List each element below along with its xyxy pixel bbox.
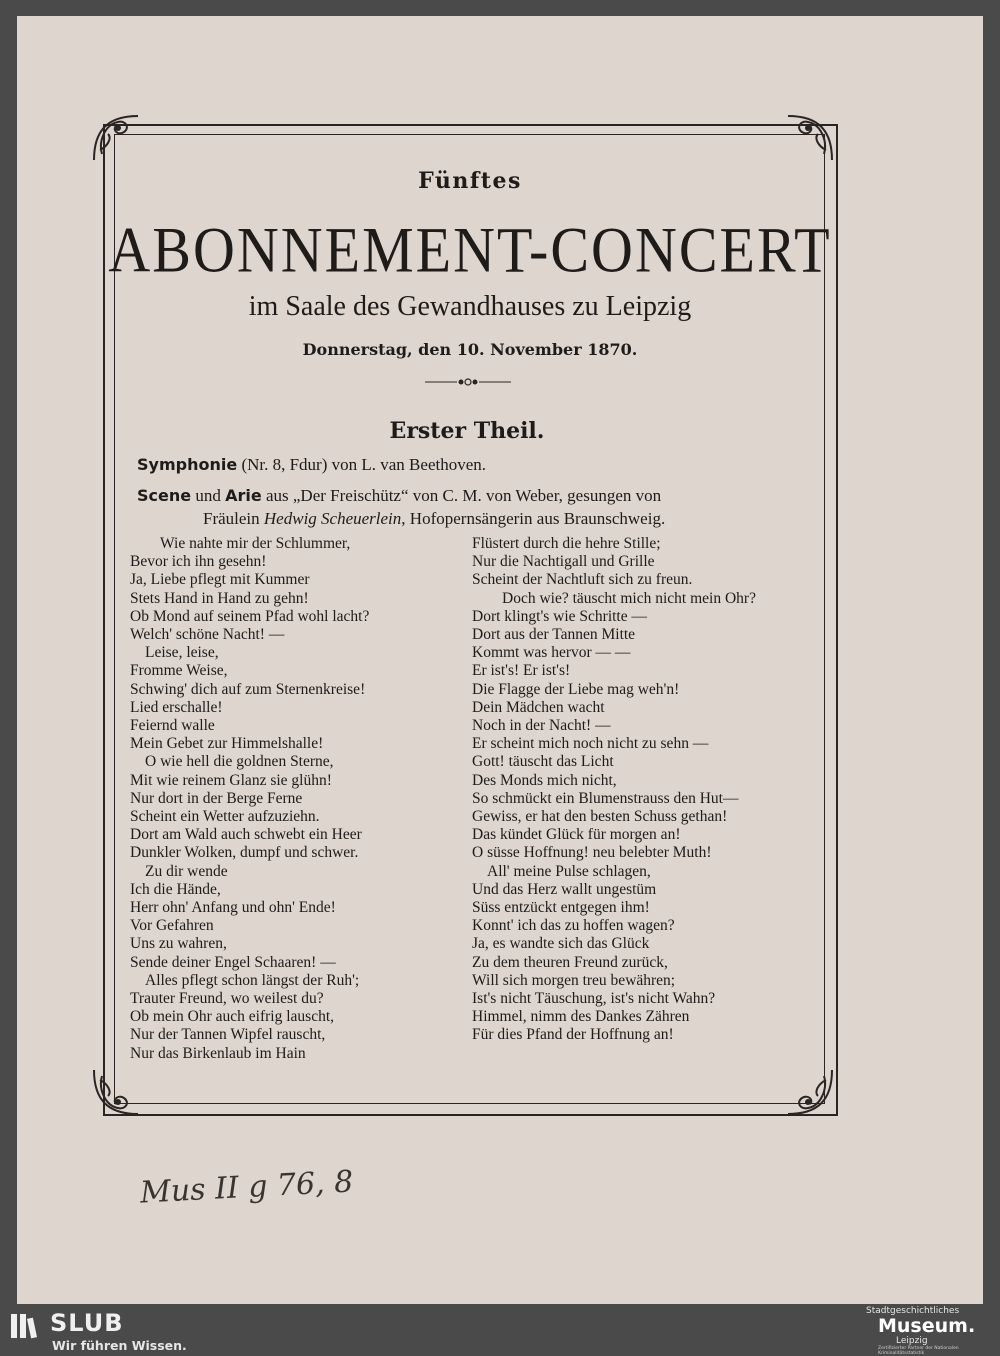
lyric-line: Schwing' dich auf zum Sternenkreise! (130, 680, 366, 698)
lyric-line: Ob mein Ohr auch eifrig lauscht, (130, 1008, 335, 1026)
lyric-line: Dunkler Wolken, dumpf und schwer. (130, 844, 359, 862)
lyrics-column-left (130, 535, 369, 1063)
lyric-line: Will sich morgen treu bewähren; (472, 971, 676, 989)
corner-ornament-icon (88, 110, 144, 166)
lyric-line: Nur der Tannen Wipfel rauscht, (130, 1026, 326, 1044)
lyric-line: Ja, es wandte sich das Glück (472, 935, 650, 953)
lyric-line: Zu dir wende (145, 862, 228, 880)
program-item-connector: und (191, 486, 226, 505)
lyric-line: Nur dort in der Berge Ferne (130, 789, 303, 807)
lyric-line: Leise, leise, (145, 644, 219, 662)
program-item-symphony (137, 455, 486, 475)
program-item-title: Symphonie (137, 455, 238, 474)
lyric-line: Wie nahte mir der Schlummer, (160, 535, 351, 552)
lyric-line: Alles pflegt schon längst der Ruh'; (145, 971, 360, 989)
program-item-title: Arie (225, 486, 262, 505)
museum-note: Zertifizierter Partner der Nationalen Kriminalitätsstatistik (878, 1346, 959, 1356)
lyric-line: Für dies Pfand der Hoffnung an! (472, 1026, 674, 1044)
heading-ordinal: Fünftes (418, 168, 522, 194)
lyric-line: Mit wie reinem Glanz sie glühn! (130, 771, 332, 789)
page-title: ABONNEMENT-CONCERT (108, 213, 832, 286)
lyric-line: Kommt was hervor — — (472, 644, 631, 662)
lyric-line: Nur das Birkenlaub im Hain (130, 1044, 306, 1062)
lyric-line: Ja, Liebe pflegt mit Kummer (130, 571, 310, 589)
singer-name: Hedwig Scheuerlein (263, 509, 402, 528)
lyric-line: Dort klingt's wie Schritte — (472, 607, 647, 625)
museum-city: Leipzig (896, 1336, 928, 1346)
lyric-line: Zu dem theuren Freund zurück, (472, 953, 668, 971)
program-item-detail: aus „Der Freischütz“ von C. M. von Weber, gesungen von (261, 486, 662, 505)
lyric-line: Konnt' ich das zu hoffen wagen? (472, 917, 675, 935)
lyric-line: Flüstert durch die hehre Stille; (472, 535, 661, 552)
divider-ornament-icon (423, 374, 513, 390)
lyric-line: Dort am Wald auch schwebt ein Heer (130, 826, 362, 844)
lyric-line: Ich die Hände, (130, 880, 221, 898)
section-heading: Erster Theil. (389, 418, 545, 444)
lyric-line: Vor Gefahren (130, 917, 214, 935)
lyric-line: Dein Mädchen wacht (472, 698, 605, 716)
lyric-line: Süss entzückt entgegen ihm! (472, 899, 650, 917)
program-item-aria-performer (203, 509, 665, 529)
lyric-line: Nur die Nachtigall und Grille (472, 553, 655, 571)
lyric-line: Doch wie? täuscht mich nicht mein Ohr? (502, 589, 756, 607)
lyric-line: Scheint der Nachtluft sich zu freun. (472, 571, 693, 589)
library-tagline: Wir führen Wissen. (52, 1338, 187, 1353)
library-name: SLUB (50, 1309, 124, 1337)
lyric-line: Die Flagge der Liebe mag weh'n! (472, 680, 680, 698)
lyric-line: Ob Mond auf seinem Pfad wohl lacht? (130, 607, 370, 625)
corner-ornament-icon (782, 1064, 838, 1120)
lyric-line: Welch' schöne Nacht! — (130, 626, 285, 644)
lyric-line: Gott! täuscht das Licht (472, 753, 614, 771)
lyric-line: Gewiss, er hat den besten Schuss gethan! (472, 808, 728, 826)
museum-name: Museum. (878, 1315, 976, 1337)
lyrics-column-right (472, 535, 756, 1045)
lyric-line: Himmel, nimm des Dankes Zähren (472, 1008, 690, 1026)
lyric-line: Mein Gebet zur Himmelshalle! (130, 735, 324, 753)
lyric-line: Fromme Weise, (130, 662, 228, 680)
performer-suffix: , Hofopernsängerin aus Braunschweig. (401, 509, 666, 528)
lyric-line: Trauter Freund, wo weilest du? (130, 990, 324, 1008)
handwritten-shelfmark: Mus II g 76, 8 (139, 1164, 355, 1211)
lyric-line: Noch in der Nacht! — (472, 717, 611, 735)
venue-line: im Saale des Gewandhauses zu Leipzig (248, 291, 692, 322)
lyric-line: Feiernd walle (130, 717, 215, 735)
lyric-line: O wie hell die goldnen Sterne, (145, 753, 334, 771)
lyric-line: Stets Hand in Hand zu gehn! (130, 589, 309, 607)
concert-date: Donnerstag, den 10. November 1870. (302, 340, 638, 359)
program-item-aria (137, 486, 661, 506)
lyric-line: Dort aus der Tannen Mitte (472, 626, 636, 644)
museum-label-top: Stadtgeschichtliches (866, 1306, 960, 1316)
lyric-line: Sende deiner Engel Schaaren! — (130, 953, 336, 971)
lyric-line: Bevor ich ihn gesehn! (130, 553, 267, 571)
lyric-line: Er ist's! Er ist's! (472, 662, 571, 680)
corner-ornament-icon (782, 110, 838, 166)
lyric-line: So schmückt ein Blumenstrauss den Hut— (472, 789, 739, 807)
program-item-detail: (Nr. 8, Fdur) von L. van Beethoven. (237, 455, 487, 474)
performer-prefix: Fräulein (203, 509, 264, 528)
lyric-line: Des Monds mich nicht, (472, 771, 617, 789)
lyric-line: O süsse Hoffnung! neu belebter Muth! (472, 844, 712, 862)
lyric-line: Ist's nicht Täuschung, ist's nicht Wahn? (472, 990, 716, 1008)
corner-ornament-icon (88, 1064, 144, 1120)
slub-logo-icon (9, 1310, 41, 1342)
lyric-line: Herr ohn' Anfang und ohn' Ende! (130, 899, 336, 917)
lyric-line: Das kündet Glück für morgen an! (472, 826, 681, 844)
lyric-line: Er scheint mich noch nicht zu sehn — (472, 735, 709, 753)
lyric-line: Und das Herz wallt ungestüm (472, 880, 657, 898)
lyric-line: All' meine Pulse schlagen, (487, 862, 651, 880)
lyric-line: Scheint ein Wetter aufzuziehn. (130, 808, 320, 826)
lyric-line: Uns zu wahren, (130, 935, 227, 953)
lyric-line: Lied erschalle! (130, 698, 223, 716)
program-item-title: Scene (137, 486, 192, 505)
